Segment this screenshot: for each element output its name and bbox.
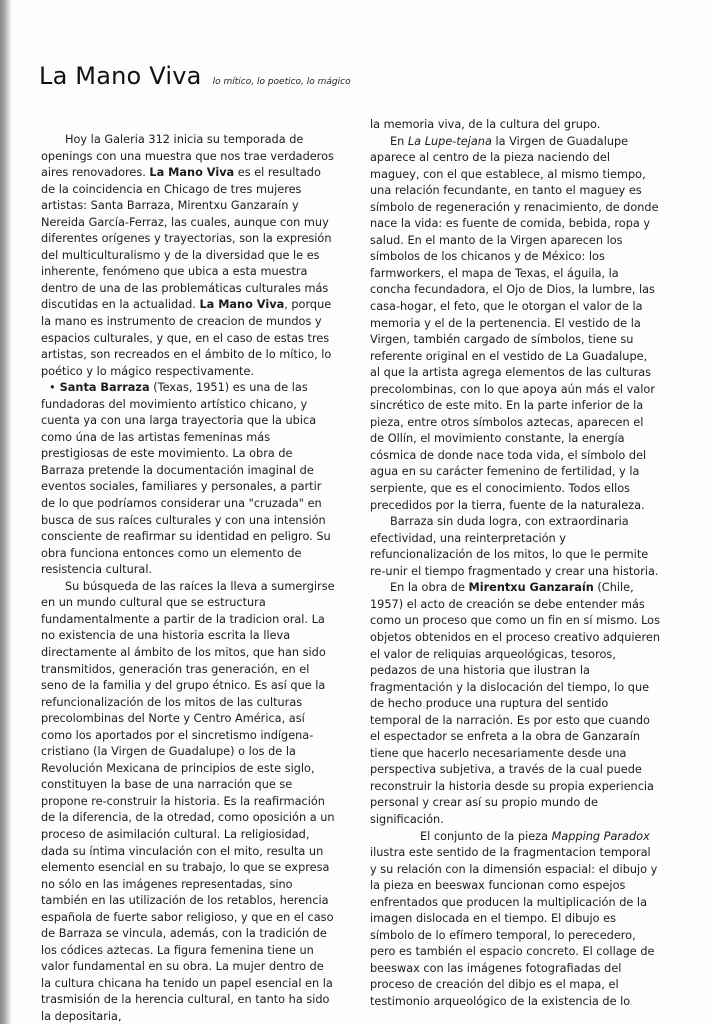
left-column [41,132,337,1026]
article-header [39,62,351,90]
article-subtitle: lo mítico, lo poetico, lo mágico [212,77,351,87]
paragraph-santa-barraza: • Santa Barraza (Texas, 1951) es una de las fundadoras del movimiento artístico chicano, y cuenta ya con una larga trayectoria que la ubica como úna de las artistas femeninas más prestigiosas de este movimiento. La obra de Barraza pretende la documentación imaginal de eventos sociales, familiares y personales, a partir de lo que podríamos considerar una "cruzada" en busca de sus raíces culturales y con una intensión consciente de reafirmar su identidad en peligro. Su obra funciona entonces como un elemento de resistencia cultural. [41,381,331,577]
paragraph-raices: Su búsqueda de las raíces la lleva a sumergirse en un mundo cultural que se estructura fundamentalmente a partir de la tradicion oral. La no existencia de una historia escrita la lleva directamente al ámbito de los mitos, que han sido transmitidos, generación tras generación, en el seno de la familia y del grupo étnico. Es así que la refuncionalización de los mitos de las culturas precolombinas del Norte y Centro América, así como los aportados por el sincretismo indígena-cristiano (la Virgen de Guadalupe) o los de la Revolución Mexicana de principios de este siglo, constituyen la base de una narración que se propone re-construir la historia. Es la reafirmación de la diferencia, de la otredad, como oposición a un proceso de asimilación cultural. La religiosidad, dada su íntima vinculación con el mito, resulta un elemento esencial en su trabajo, lo que se expresa no sólo en las imágenes representadas, sino también en las utilización de los retablos, herencia española de fuerte sabor religioso, y que en el caso de Barraza se vincula, además, con la tradición de los códices aztecas. La figura femenina tiene un valor fundamental en su obra. La mujer dentro de la cultura chicana ha tenido un papel esencial en la trasmisión de la herencia cultural, en tanto ha sido la depositaria, [41,579,335,1023]
right-column [370,117,660,1011]
bullet-icon: • [49,381,56,395]
article-title: La Mano Viva [39,62,202,90]
paragraph-mapping-paradox: El conjunto de la pieza Mapping Paradox ilustra este sentido de la fragmentacion temporal y su relación con la dimensión espacial: el dibujo y la pieza en beeswax funcionan como espejos enfrentados que producen la multiplicación de la imagen dislocada en el tiempo. El dibujo es símbolo de lo efímero temporal, lo perecedero, pero es también el espacio concreto. El collage de beeswax con las imágenes fotografiadas del proceso de creación del dibjo es el mapa, el testimonio arqueológico de la existencia de lo [370,829,658,1008]
paragraph-lupe-tejana: En La Lupe-tejana la Virgen de Guadalupe aparece al centro de la pieza naciendo del maguey, con el que establece, al mismo tiempo, una relación fecundante, en tanto el maguey es símbolo de regeneración y renacimiento, de donde nace la vida: es fuente de comida, bebida, ropa y salud. En el manto de la Virgen aparecen los símbolos de los chicanos y de México: los farmworkers, el mapa de Texas, el águila, la concha fecundadora, el Ojo de Dios, la lumbre, las casa-hogar, el feto, que le otorgan el valor de la memoria y el de la pertenencia. El vestido de la Virgen, también cargado de símbolos, tiene su referente original en el vestido de La Guadalupe, al que la artista agrega elementos de las culturas precolombinas, con lo que apoya aún más el valor sincrético de este mito. En la parte inferior de la pieza, entre otros símbolos aztecas, aparecen el de Ollín, el movimiento constante, la energía cósmica de donde nace toda vida, el símbolo del agua en su carácter femenino de fertilidad, y la serpiente, que es el conocimiento. Todos ellos precedidos por la tierra, fuente de la naturaleza. [370,134,659,512]
paragraph-ganzarain: En la obra de Mirentxu Ganzaraín (Chile, 1957) el acto de creación se debe entender más como un proceso que como un fin en sí mismo. Los objetos obtenidos en el proceso creativo adquieren el valor de reliquias arqueológicas, tesoros, pedazos de una historia que ilustran la fragmentación y la dislocación del tiempo, lo que de hecho produce una ruptura del sentido temporal de la narración. Es por esto que cuando el espectador se enfreta a la obra de Ganzaraín tiene que hacerlo necesariamente desde una perspectiva subjetiva, a través de la cual puede reconstruir la historia desde su propia experiencia personal y crear así su propio mundo de significación. [370,581,660,826]
paragraph-memoria: la memoria viva, de la cultura del grupo. [370,118,601,131]
paragraph-intro: Hoy la Galeria 312 inicia su temporada de openings con una muestra que nos trae verdaderos aires renovadores. La Mano Viva es el resultado de la coincidencia en Chicago de tres mujeres artistas: Santa Barraza, Mirentxu Ganzaraín y Nereida García-Ferraz, las cuales, aunque con muy diferentes orígenes y trayectorias, son la expresión del multiculturalismo y de la diversidad que le es inherente, fenómeno que ubica a esta muestra dentro de una de las problemáticas culturales más discutidas en la actualidad. La Mano Viva, porque la mano es instrumento de creacion de mundos y espacios culturales, y que, en el caso de estas tres artistas, son recreados en el ámbito de lo mítico, lo poético y lo mágico respectivamente. [41,133,334,378]
paragraph-barraza-logra: Barraza sin duda logra, con extraordinaria efectividad, una reinterpretación y refuncionalización de los mitos, lo que le permite re-unir el tiempo fragmentado y crear una historia. [370,515,659,578]
scan-edge [0,0,12,1024]
